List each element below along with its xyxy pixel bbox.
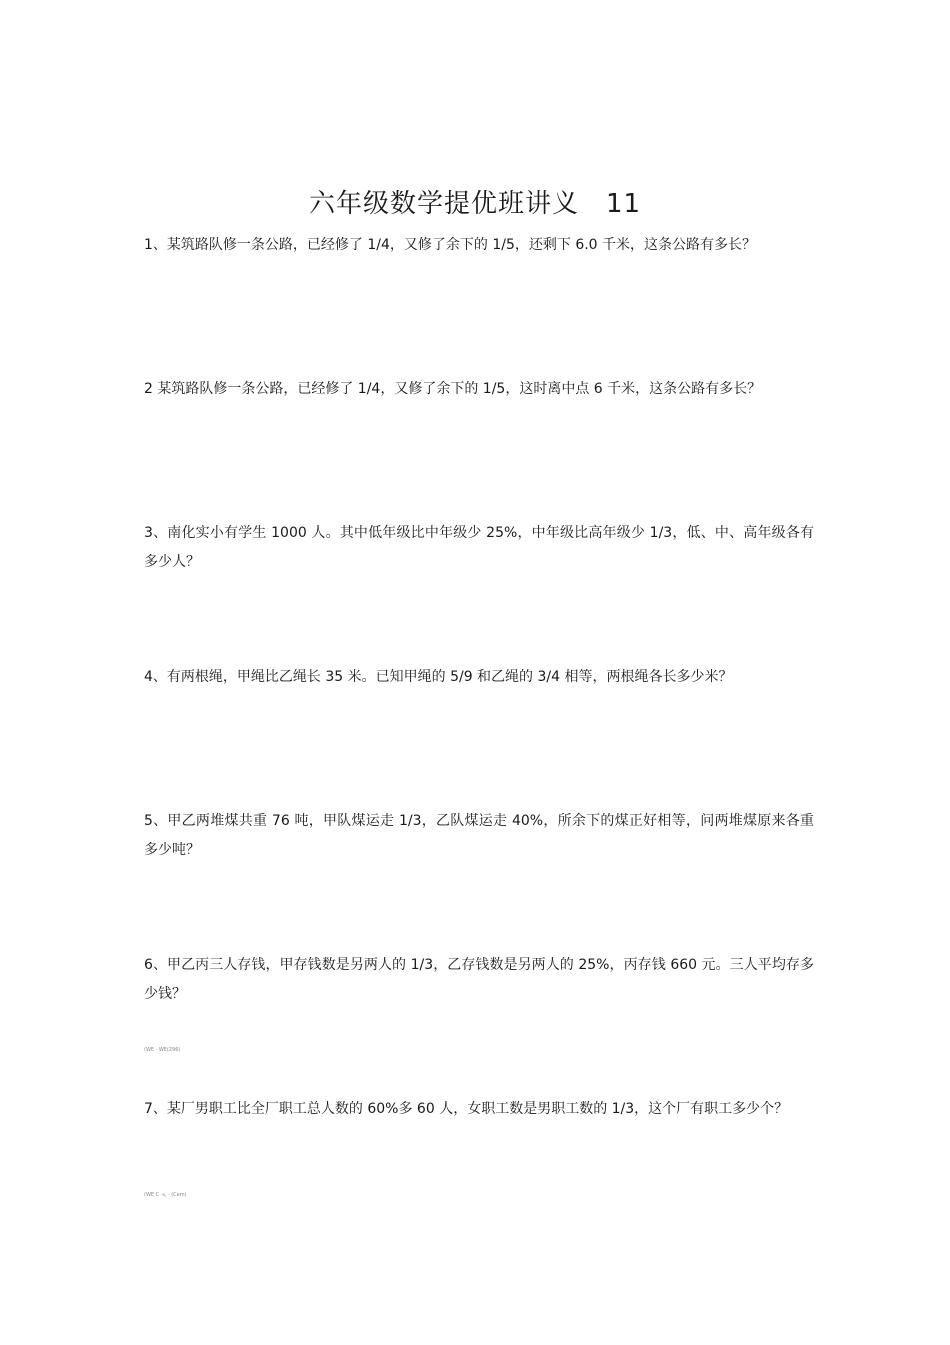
- page-title: 六年级数学提优班讲义 11: [308, 189, 642, 219]
- problem-7: [144, 1095, 814, 1124]
- problem-text: 1、某筑路队修一条公路，已经修了 1/4，又修了余下的 1/5，还剩下 6.0 千米，这条公路有多长？: [144, 237, 757, 253]
- problem-2: [144, 375, 814, 404]
- problem-6: [144, 951, 814, 1009]
- problem-4: [144, 663, 814, 692]
- problem-text: 6、甲乙丙三人存钱，甲存钱数是另两人的 1/3，乙存钱数是另两人的 25%，丙存钱 660 元。三人平均存多少钱？: [144, 957, 814, 1002]
- problem-text: 2 某筑路队修一条公路，已经修了 1/4，又修了余下的 1/5，这时离中点 6 千米，这条公路有多长？: [144, 381, 762, 397]
- problem-1: [144, 231, 814, 260]
- scan-note-1: (WE · WE(296): [144, 1047, 181, 1053]
- problem-text: 7、某厂男职工比全厂职工总人数的 60%多 60 人，女职工数是男职工数的 1/3，这个厂有职工多少个？: [144, 1101, 789, 1117]
- problem-text: 3、南化实小有学生 1000 人。其中低年级比中年级少 25%，中年级比高年级少 1/3，低、中、高年级各有多少人？: [144, 525, 814, 570]
- problem-5: [144, 807, 814, 865]
- problem-3: [144, 519, 814, 577]
- problem-text: 4、有两根绳，甲绳比乙绳长 35 米。已知甲绳的 5/9 和乙绳的 3/4 相等，两根绳各长多少米？: [144, 669, 733, 685]
- scan-note-2: (WE C ·s, · (Cem): [144, 1192, 187, 1198]
- problem-text: 5、甲乙两堆煤共重 76 吨，甲队煤运走 1/3，乙队煤运走 40%，所余下的煤正好相等，问两堆煤原来各重多少吨？: [144, 813, 814, 858]
